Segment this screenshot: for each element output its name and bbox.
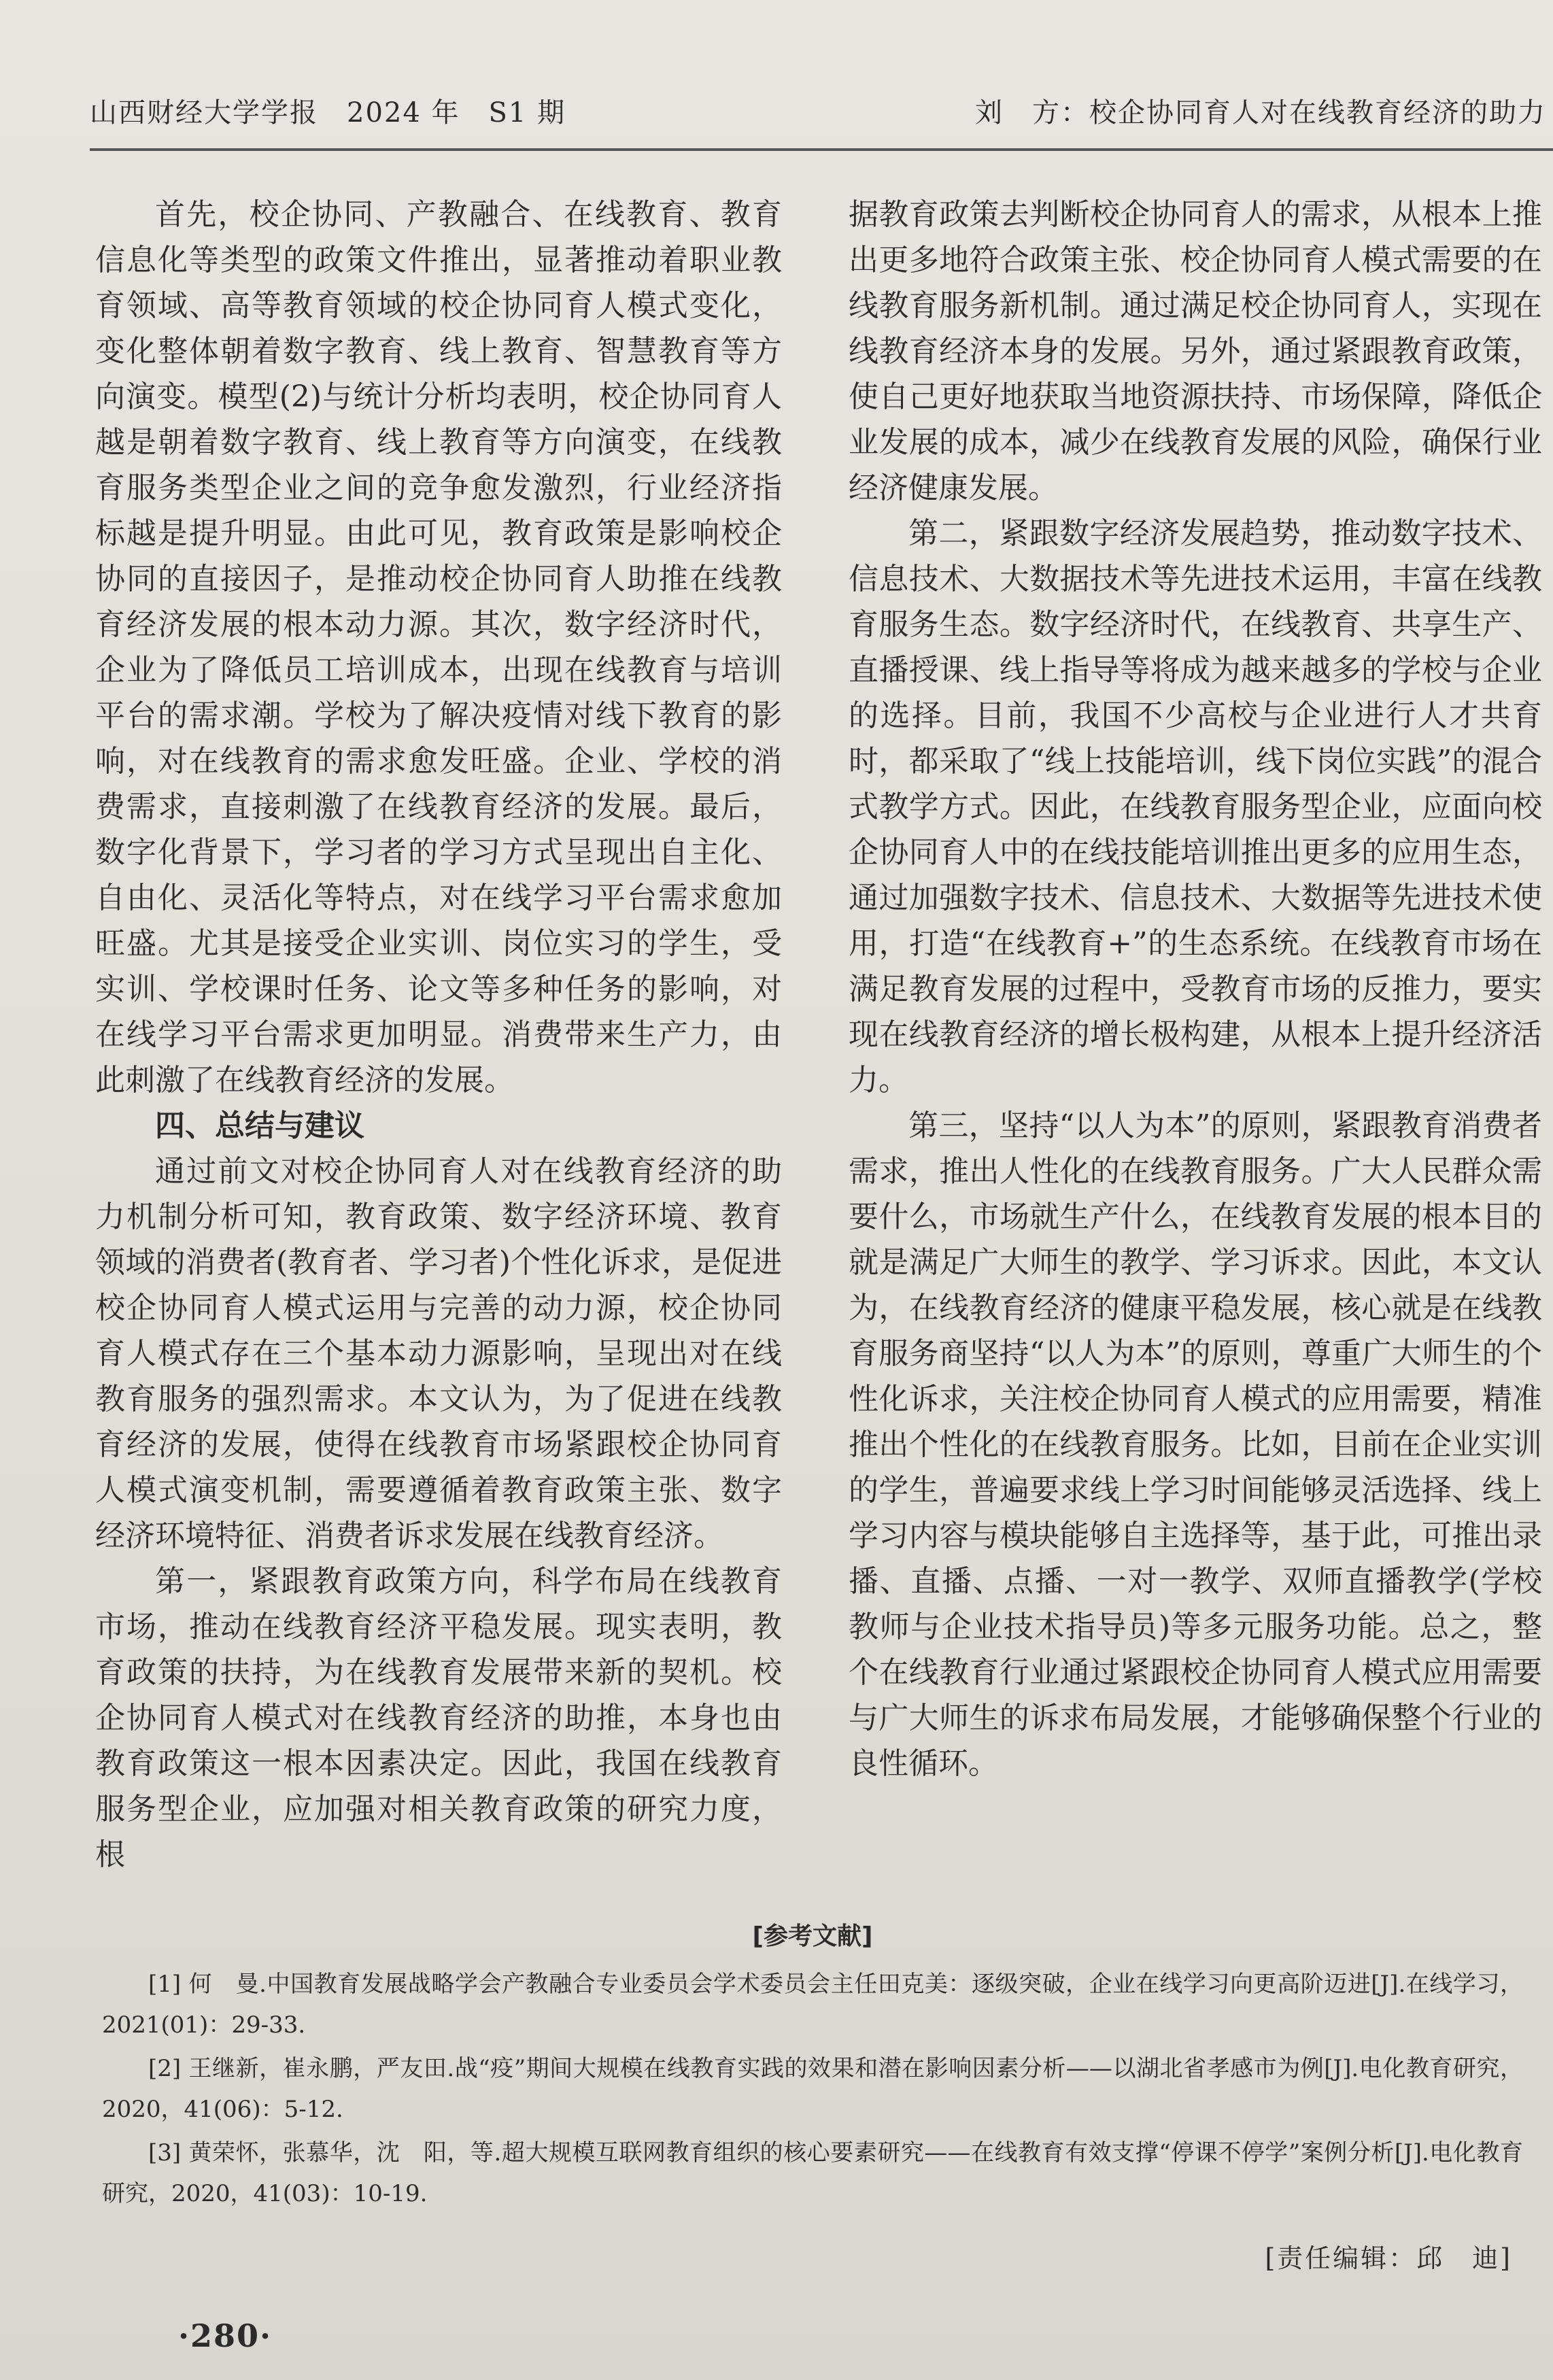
running-title: 刘 方：校企协同育人对在线教育经济的助力	[975, 97, 1546, 129]
paragraph: 第二，紧跟数字经济发展趋势，推动数字技术、信息技术、大数据技术等先进技术运用，丰富在线教育服务生态。数字经济时代，在线教育、共享生产、直播授课、线上指导等将成为越来越多的学校与企业的选择。目前，我国不少高校与企业进行人才共育时，都采取了“线上技能培训，线下岗位实践”的混合式教学方式。因此，在线教育服务型企业，应面向校企协同育人中的在线技能培训推出更多的应用生态，通过加强数字技术、信息技术、大数据等先进技术使用，打造“在线教育+”的生态系统。在线教育市场在满足教育发展的过程中，受教育市场的反推力，要实现在线教育经济的增长极构建，从根本上提升经济活力。	[849, 516, 1542, 1098]
reference-item: [3] 黄荣怀，张慕华，沈 阳，等.超大规模互联网教育组织的核心要素研究——在线教育有效支撑“停课不停学”案例分析[J].电化教育研究，2020，41(03)：10-19.	[102, 2139, 1523, 2207]
right-column	[849, 192, 1542, 1786]
reference-item: [1] 何 曼.中国教育发展战略学会产教融合专业委员会学术委员会主任田克美：逐级突破，企业在线学习向更高阶迈进[J].在线学习，2021(01)：29-33.	[102, 1971, 1523, 2039]
paragraph: 首先，校企协同、产教融合、在线教育、教育信息化等类型的政策文件推出，显著推动着职业教育领域、高等教育领域的校企协同育人模式变化，变化整体朝着数字教育、线上教育、智慧教育等方向演变。模型(2)与统计分析均表明，校企协同育人越是朝着数字教育、线上教育等方向演变，在线教育服务类型企业之间的竞争愈发激烈，行业经济指标越是提升明显。由此可见，教育政策是影响校企协同的直接因子，是推动校企协同育人助推在线教育经济发展的根本动力源。其次，数字经济时代，企业为了降低员工培训成本，出现在线教育与培训平台的需求潮。学校为了解决疫情对线下教育的影响，对在线教育的需求愈发旺盛。企业、学校的消费需求，直接刺激了在线教育经济的发展。最后，数字化背景下，学习者的学习方式呈现出自主化、自由化、灵活化等特点，对在线学习平台需求愈加旺盛。尤其是接受企业实训、岗位实习的学生，受实训、学校课时任务、论文等多种任务的影响，对在线学习平台需求更加明显。消费带来生产力，由此刺激了在线教育经济的发展。	[95, 197, 782, 1098]
reference-item: [2] 王继新，崔永鹏，严友田.战“疫”期间大规模在线教育实践的效果和潜在影响因素分析——以湖北省孝感市为例[J].电化教育研究，2020，41(06)：5-12.	[102, 2055, 1523, 2123]
references-title: [参考文献]	[752, 1922, 873, 1950]
paragraph: 第三，坚持“以人为本”的原则，紧跟教育消费者需求，推出人性化的在线教育服务。广大人民群众需要什么，市场就生产什么，在线教育发展的根本目的就是满足广大师生的教学、学习诉求。因此，本文认为，在线教育经济的健康平稳发展，核心就是在线教育服务商坚持“以人为本”的原则，尊重广大师生的个性化诉求，关注校企协同育人模式的应用需要，精准推出个性化的在线教育服务。比如，目前在企业实训的学生，普遍要求线上学习时间能够灵活选择、线上学习内容与模块能够自主选择等，基于此，可推出录播、直播、点播、一对一教学、双师直播教学(学校教师与企业技术指导员)等多元服务功能。总之，整个在线教育行业通过紧跟校企协同育人模式应用需要与广大师生的诉求布局发展，才能够确保整个行业的良性循环。	[849, 1108, 1542, 1781]
journal-name: 山西财经大学学报 2024 年 S1 期	[90, 97, 566, 129]
paragraph: 第一，紧跟教育政策方向，科学布局在线教育市场，推动在线教育经济平稳发展。现实表明，教育政策的扶持，为在线教育发展带来新的契机。校企协同育人模式对在线教育经济的助推，本身也由教育政策这一根本因素决定。因此，我国在线教育服务型企业，应加强对相关教育政策的研究力度，根	[95, 1564, 782, 1872]
page-number: ·280·	[178, 2317, 273, 2354]
left-column	[95, 192, 782, 1877]
paragraph: 通过前文对校企协同育人对在线教育经济的助力机制分析可知，教育政策、数字经济环境、教育领域的消费者(教育者、学习者)个性化诉求，是促进校企协同育人模式运用与完善的动力源，校企协同育人模式存在三个基本动力源影响，呈现出对在线教育服务的强烈需求。本文认为，为了促进在线教育经济的发展，使得在线教育市场紧跟校企协同育人模式演变机制，需要遵循着教育政策主张、数字经济环境特征、消费者诉求发展在线教育经济。	[95, 1154, 782, 1553]
paragraph-continued: 据教育政策去判断校企协同育人的需求，从根本上推出更多地符合政策主张、校企协同育人模式需要的在线教育服务新机制。通过满足校企协同育人，实现在线教育经济本身的发展。另外，通过紧跟教育政策，使自己更好地获取当地资源扶持、市场保障，降低企业发展的成本，减少在线教育发展的风险，确保行业经济健康发展。	[849, 197, 1542, 505]
references-section	[102, 1916, 1523, 2217]
page-header	[90, 87, 1553, 151]
section-heading: 四、总结与建议	[155, 1108, 364, 1143]
responsible-editor: [责任编辑：邱 迪]	[1265, 2243, 1512, 2273]
